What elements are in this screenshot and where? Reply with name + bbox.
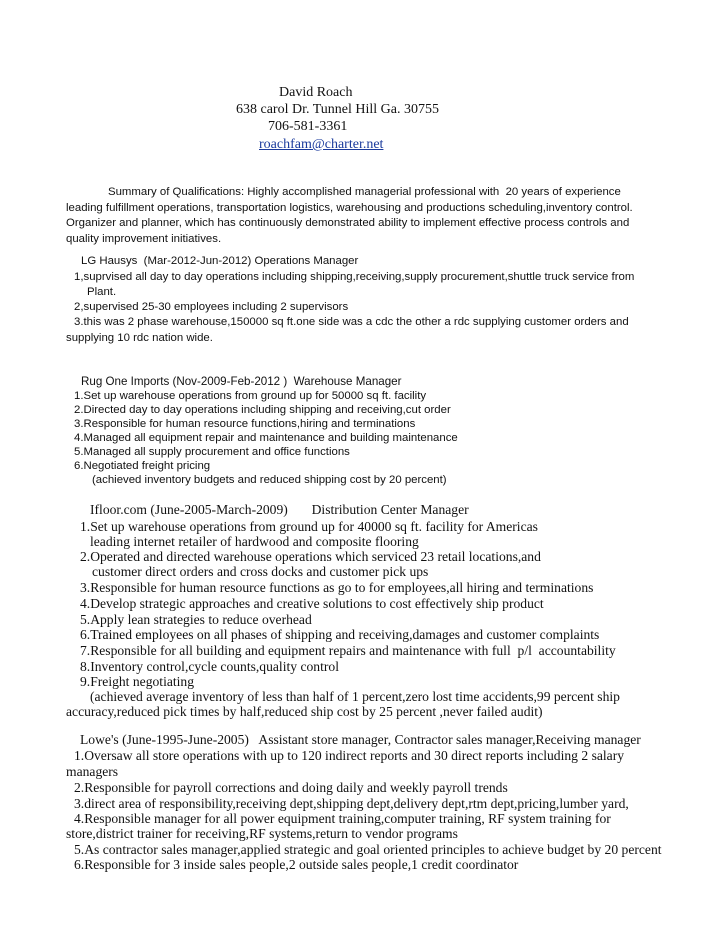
job-duty: 4.Responsible manager for all power equipment training,computer training, RF system training for (74, 811, 611, 826)
job-duty: 5.Apply lean strategies to reduce overhead (80, 612, 312, 627)
job-duty: 6.Responsible for 3 inside sales people,2 outside sales people,1 credit coordinator (74, 857, 519, 872)
job-duty: store,district trainer for receiving,RF systems,return to vendor programs (66, 826, 458, 841)
job-duty: 5.As contractor sales manager,applied strategic and goal oriented principles to achieve budget by 20 percent (74, 842, 662, 857)
job-duty: 3.Responsible for human resource functions as go to for employees,all hiring and terminations (80, 580, 594, 595)
job-heading: Ifloor.com (June-2005-March-2009) Distribution Center Manager (90, 502, 469, 517)
job-heading: Rug One Imports (Nov-2009-Feb-2012 ) Warehouse Manager (81, 375, 402, 388)
job-heading: Lowe's (June-1995-June-2005) Assistant store manager, Contractor sales manager,Receiving manager (80, 732, 641, 747)
applicant-name: David Roach (279, 85, 353, 100)
summary-line: leading fulfillment operations, transportation logistics, warehousing and productions scheduling,inventory control. (66, 202, 633, 214)
job-duty: leading internet retailer of hardwood and composite flooring (90, 534, 419, 549)
job-duty: 1,suprvised all day to day operations including shipping,receiving,supply procurement,shuttle truck service from (74, 271, 635, 283)
job-heading: LG Hausys (Mar-2012-Jun-2012) Operations Manager (81, 255, 359, 267)
job-achievement: (achieved inventory budgets and reduced shipping cost by 20 percent) (92, 474, 447, 486)
applicant-phone: 706-581-3361 (268, 119, 348, 134)
applicant-address: 638 carol Dr. Tunnel Hill Ga. 30755 (236, 102, 439, 117)
job-duty: 4.Develop strategic approaches and creative solutions to cost effectively ship product (80, 596, 544, 611)
job-duty: 3.direct area of responsibility,receiving dept,shipping dept,delivery dept,rtm dept,pricing,lumber yard, (74, 796, 629, 811)
job-duty: 8.Inventory control,cycle counts,quality control (80, 659, 339, 674)
job-duty: 4.Managed all equipment repair and maintenance and building maintenance (74, 432, 458, 444)
job-duty: 1.Set up warehouse operations from ground up for 40000 sq ft. facility for Americas (80, 519, 538, 534)
applicant-email-link[interactable]: roachfam@charter.net (259, 137, 384, 152)
job-duty: 1.Oversaw all store operations with up to 120 indirect reports and 30 direct reports including 2 salary (74, 748, 625, 763)
job-duty: customer direct orders and cross docks and customer pick ups (92, 564, 429, 579)
job-duty: 5.Managed all supply procurement and office functions (74, 446, 350, 458)
job-duty: 2.Responsible for payroll corrections and doing daily and weekly payroll trends (74, 780, 508, 795)
job-duty: 7.Responsible for all building and equipment repairs and maintenance with full p/l accountability (80, 643, 616, 658)
summary-line: quality improvement initiatives. (66, 233, 222, 245)
job-duty: managers (66, 764, 119, 779)
job-duty: 2.Operated and directed warehouse operations which serviced 23 retail locations,and (80, 549, 541, 564)
job-duty: supplying 10 rdc nation wide. (66, 332, 213, 344)
job-duty: 3.this was 2 phase warehouse,150000 sq ft.one side was a cdc the other a rdc supplying customer orders and (74, 316, 629, 328)
job-duty: 9.Freight negotiating (80, 674, 195, 689)
job-duty: 3.Responsible for human resource functions,hiring and terminations (74, 418, 416, 430)
summary-line: Summary of Qualifications: Highly accomplished managerial professional with 20 years of experience (108, 186, 621, 198)
job-duty: 6.Negotiated freight pricing (74, 460, 211, 472)
summary-line: Organizer and planner, which has continuously demonstrated ability to implement effective process controls and (66, 217, 630, 229)
job-duty: 1.Set up warehouse operations from ground up for 50000 sq ft. facility (74, 390, 427, 402)
job-achievement: (achieved average inventory of less than half of 1 percent,zero lost time accidents,99 percent ship (90, 689, 620, 704)
job-duty: 2,supervised 25-30 employees including 2 supervisors (74, 301, 349, 313)
job-duty: 6.Trained employees on all phases of shipping and receiving,damages and customer complaints (80, 627, 600, 642)
job-duty: Plant. (87, 286, 117, 298)
job-achievement: accuracy,reduced pick times by half,reduced ship cost by 25 percent ,never failed audit) (66, 704, 543, 719)
job-duty: 2.Directed day to day operations including shipping and receiving,cut order (74, 404, 451, 416)
